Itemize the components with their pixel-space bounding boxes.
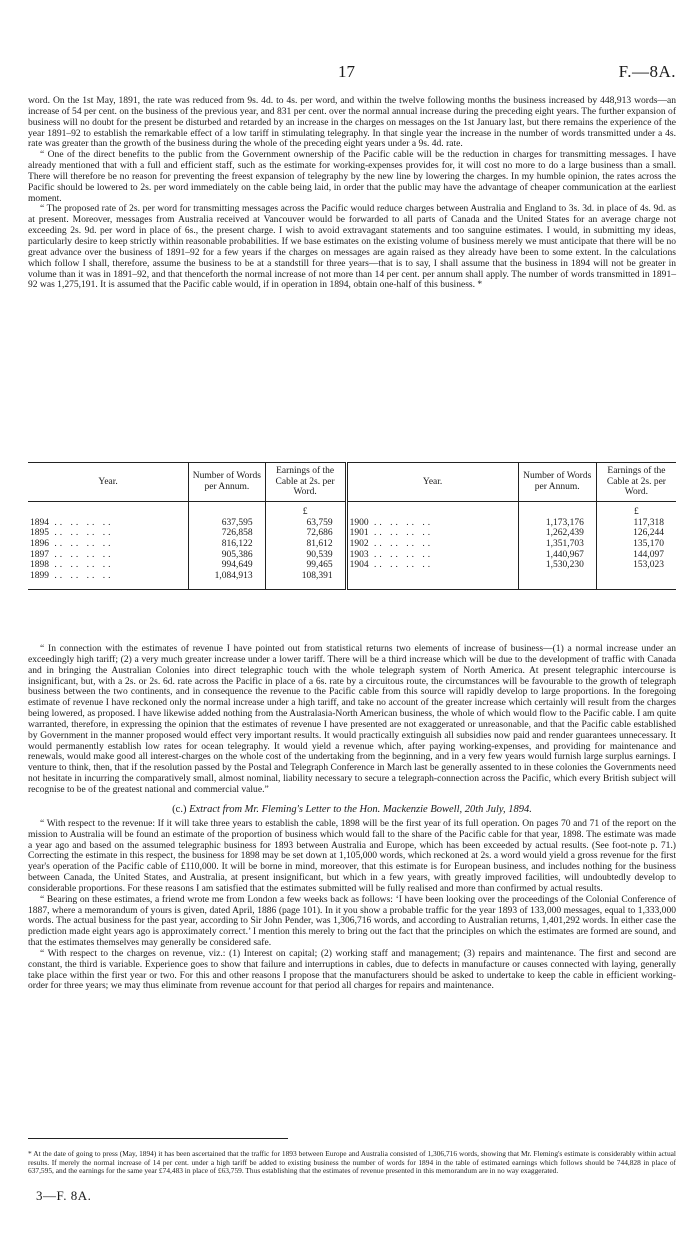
col-header-year-b: Year. [346,463,518,502]
earnings-cell: 126,244 [633,528,664,539]
words-cell: 726,858 [189,528,265,539]
year-cell: 1902 [349,538,369,549]
col-header-words-a: Number of Words per Annum. [189,463,265,502]
words-cell: 816,122 [189,539,265,550]
table-currency-row [28,501,676,518]
col-header-earnings-b: Earnings of the Cable at 2s. per Word. [606,466,666,498]
table-row: 1895 .. .. .. .. 726,858 72,686 1901 .. .. .. .. 1,262,439 126,244 [28,528,676,539]
document-code: F.—8A. [618,62,676,81]
earnings-cell: 153,023 [633,560,664,571]
year-cell: 1896 [30,538,49,549]
section-paragraph-2: “ Bearing on these estimates, a friend wrote me from London a few weeks back as follows: ‘I have been looking over the proceedings of the Colonial Conference of 1887, where a memorandum of yours is given, dated April, 1886 (page 101). In it you show a probable traffic for the year 1893 of 133,000 messages, equal to 1,333,000 words. The actual business for the past year, according to Sir John Pender, was 1,306,716 words, and according to Australian returns, 1,401,292 words. In either case the prediction made eight years ago is approximately correct.’ I mention this merely to bring out the fact that the principles on which the estimates are formed are sound, and that the estimates themselves may generally be considered safe. [28,893,676,949]
year-cell: 1900 [349,517,369,528]
year-cell: 1895 [30,528,49,539]
col-header-earnings-a: Earnings of the Cable at 2s. per Word. [265,463,346,502]
year-cell: 1897 [30,549,49,560]
intro-paragraph-1: word. On the 1st May, 1891, the rate was reduced from 9s. 4d. to 4s. per word, and within the twelve following months the business increased by 448,913 words—an increase of 54 per cent. on the business of the previous year, and 831 per cent. over the normal annual increase during the preceding eight years. The further expansion of business will no doubt for the present be disturbed and retarded by an increase in the charges on messages on the 1st January last, but there remains the experience of the year 1891–92 to establish the remarkable effect of a low tariff in stimulating telegraphy. In that single year the increase in the number of words transmitted under a 4s. rate was greater than the growth of the business during the whole of the preceding eight years under a 9s. 4d. rate. [28,95,676,150]
earnings-cell: 90,539 [265,550,346,561]
words-cell: 1,173,176 [518,518,596,529]
earnings-cell: 144,097 [633,549,664,560]
intro-paragraph-3: “ The proposed rate of 2s. per word for transmitting messages across the Pacific would reduce charges between Australia and England to 3s. 3d. in place of 4s. 9d. as at present. Moreover, messages from Australia received at Vancouver would be forwarded to all parts of Canada and the United States for an average charge not exceeding 2s. 9d. per word in place of 6s., the present charge. I wish to avoid extravagant statements and too sanguine estimates. I would, in submitting my ideas, particularly desire to keep strictly within reasonable probabilities. If we base estimates on the existing volume of business merely we must anticipate that there will be no great advance over the business of 1891–92 for a few years if the charges on messages are again raised as they already have been to some extent. In the calculations which follow I shall, therefore, assume the business to be at a standstill for three years—that is to say, I shall assume that the business in 1894 will not be greater in volume than it was in 1891–92, and that thenceforth the normal increase of not more than 14 per cent. per annum shall apply. The number of words transmitted in 1891–92 was 1,275,191. It is assumed that the Pacific cable would, if in operation in 1894, obtain one-half of this business. * [28,203,676,291]
table-row: 1896 .. .. .. .. 816,122 81,612 1902 .. .. .. .. 1,351,703 135,170 [28,539,676,550]
table-row: 1898 .. .. .. .. 994,649 99,465 1904 .. .. .. .. 1,530,230 153,023 [28,560,676,571]
table-bottom-rule [28,581,676,590]
section-heading-title: Extract from Mr. Fleming's Letter to the Hon. Mackenzie Bowell, 20th July, 1894. [189,803,532,815]
words-cell: 637,595 [189,518,265,529]
main-section [28,644,676,992]
table-row: 1897 .. .. .. .. 905,386 90,539 1903 .. .. .. .. 1,440,967 144,097 [28,550,676,561]
page-number: 17 [338,62,355,81]
year-cell: 1898 [30,560,49,571]
table-row: 1894 .. .. .. .. 637,595 63,759 1900 .. .. .. .. 1,173,176 117,318 [28,518,676,529]
footnote-divider [28,1138,288,1139]
words-cell: 905,386 [189,550,265,561]
year-cell: 1904 [349,560,369,571]
earnings-cell: 117,318 [633,517,664,528]
section-paragraph-1: “ With respect to the revenue: If it will take three years to establish the cable, 1898 will be the first year of its full operation. On pages 70 and 71 of the report on the mission to Australia will be found an estimate of the proportion of business which would fall to the share of the Pacific cable for that year, 1898. The estimate was made a year ago and based on the assumed telegraphic business for 1893 between Australia and Europe, which has been exceeded by actual results. (See foot-note p. 71.) Correcting the estimate in this respect, the business for 1898 may be set down at 1,105,000 words, which reckoned at 2s. a word would yield a gross revenue for the first year's operation of the Pacific cable of £110,000. It will be borne in mind, moreover, that this estimate is for European business, and includes nothing for the business between Canada, the United States, and Australia, at present insignificant, but which in a few years, with greatly improved facilities, will undoubtedly develop to considerable proportions. For these reasons I am satisfied that the estimates submitted will be fully realised and more than confirmed by actual results. [28,817,676,894]
earnings-cell: 108,391 [265,571,346,582]
sheet-signature: 3—F. 8A. [36,1188,92,1203]
words-cell: 994,649 [189,560,265,571]
earnings-cell: 63,759 [265,518,346,529]
currency-symbol-a: £ [265,501,346,518]
year-cell: 1901 [349,528,369,539]
earnings-table [28,462,676,590]
earnings-cell: 81,612 [265,539,346,550]
words-cell: 1,084,913 [189,571,265,582]
earnings-cell: 99,465 [265,560,346,571]
year-cell: 1894 [30,517,49,528]
page-header [0,62,700,84]
year-cell: 1903 [349,549,369,560]
section-heading-prefix: (c.) [172,803,187,815]
words-cell: 1,351,703 [518,539,596,550]
section-heading [28,804,676,815]
section-paragraph-3: “ With respect to the charges on revenue, viz.: (1) Interest on capital; (2) working staff and management; (3) repairs and maintenance. The first and second are constant, the third is variable. Experience goes to show that failure and interruptions in cables, due to defects in manufacture or causes connected with laying, generally take place within the first year or two. For this and other reasons I propose that the manufacturers should be asked to undertake to keep the cable in efficient working-order for three years; we may thus eliminate from revenue account for that period all charges for repairs and maintenance. [28,947,676,992]
earnings-cell: 72,686 [265,528,346,539]
intro-section [28,96,676,291]
year-cell: 1899 [30,570,49,581]
earnings-table-wrapper [28,462,676,590]
footnote: * At the date of going to press (May, 1894) it has been ascertained that the traffic for 1893 between Europe and Australia consisted of 1,306,716 words, showing that Mr. Fleming's estimate is considerably within actual results. If merely the normal increase of 14 per cent. under a high tariff be added to existing business the number of words for 1894 in the table of estimated earnings which follows should be 744,828 in place of 637,595, and the earnings for the same year £74,483 in place of £63,759. Thus establishing that the estimates of revenue presented in this memorandum are in no way exaggerated. [28,1149,676,1176]
earnings-cell: 135,170 [633,538,664,549]
col-header-year-a: Year. [28,463,189,502]
table-row: 1899 .. .. .. .. 1,084,913 108,391 [28,571,676,582]
col-header-words-b: Number of Words per Annum. [518,463,596,502]
words-cell: 1,440,967 [518,550,596,561]
words-cell: 1,530,230 [518,560,596,571]
intro-paragraph-2: “ One of the direct benefits to the public from the Government ownership of the Pacific cable will be the reduction in charges for transmitting messages. I have already mentioned that with a full and efficient staff, such as the estimate for working-expenses provides for, it will cost no more to do a large business than a small. There will therefore be no reason for preventing the freest expansion of telegraphy by the new line by lowering the charges. In my humble opinion, the rates across the Pacific should be lowered to 2s. per word immediately on the cable being laid, in order that the public may have the advantage of cheaper communication at the earliest moment. [28,149,676,204]
words-cell: 1,262,439 [518,528,596,539]
after-table-paragraph: “ In connection with the estimates of revenue I have pointed out from statistical returns two elements of increase of business—(1) a normal increase under an exceedingly high tariff; (2) a very much greater increase under a lower tariff. There will be a third increase which will be due to the development of traffic with Canada and in bringing the Australian Colonies into direct telegraphic touch with the whole telegraph system of North America. At present telegraphic intercourse is insignificant, but, with a 2s. or 2s. 6d. rate across the Pacific in place of a 6s. rate by a circuitous route, the circumstances will be favourable to the growth of telegraph business between the two continents, and in consequence the revenue to the Pacific cable from this source will rapidly develop to large proportions. In the foregoing estimate of revenue I have reckoned only the normal increase under a high tariff, and take no account of the greater increase which certainly will result from the charges being lowered, as proposed. I have likewise added nothing from the Australasia-North American business, the whole of which would flow to the Pacific cable. I am quite warranted, therefore, in expressing the opinion that the estimates of revenue I have presented are not exaggerated or unreasonable, and that the Pacific cable established by Government in the manner proposed would effect very important results. It would practically extinguish all subsidies now paid and render guarantees unnecessary. It would permanently establish low rates for ocean telegraphy. It would yield a revenue which, after paying working-expenses, and providing for maintenance and renewals, would make good all interest-charges on the whole cost of the undertaking from the beginning, and in a very few years would furnish large surplus earnings. I venture to think, then, that if the resolution passed by the Postal and Telegraph Conference in March last be generally assented to in these colonies the Governments need not hesitate in incurring the comparatively small, almost nominal, liability necessary to secure a telegraph-connection across the Pacific, which every British subject will recognise to be of the greatest national and commercial value.” [28,643,676,795]
currency-symbol-b: £ [634,507,639,518]
